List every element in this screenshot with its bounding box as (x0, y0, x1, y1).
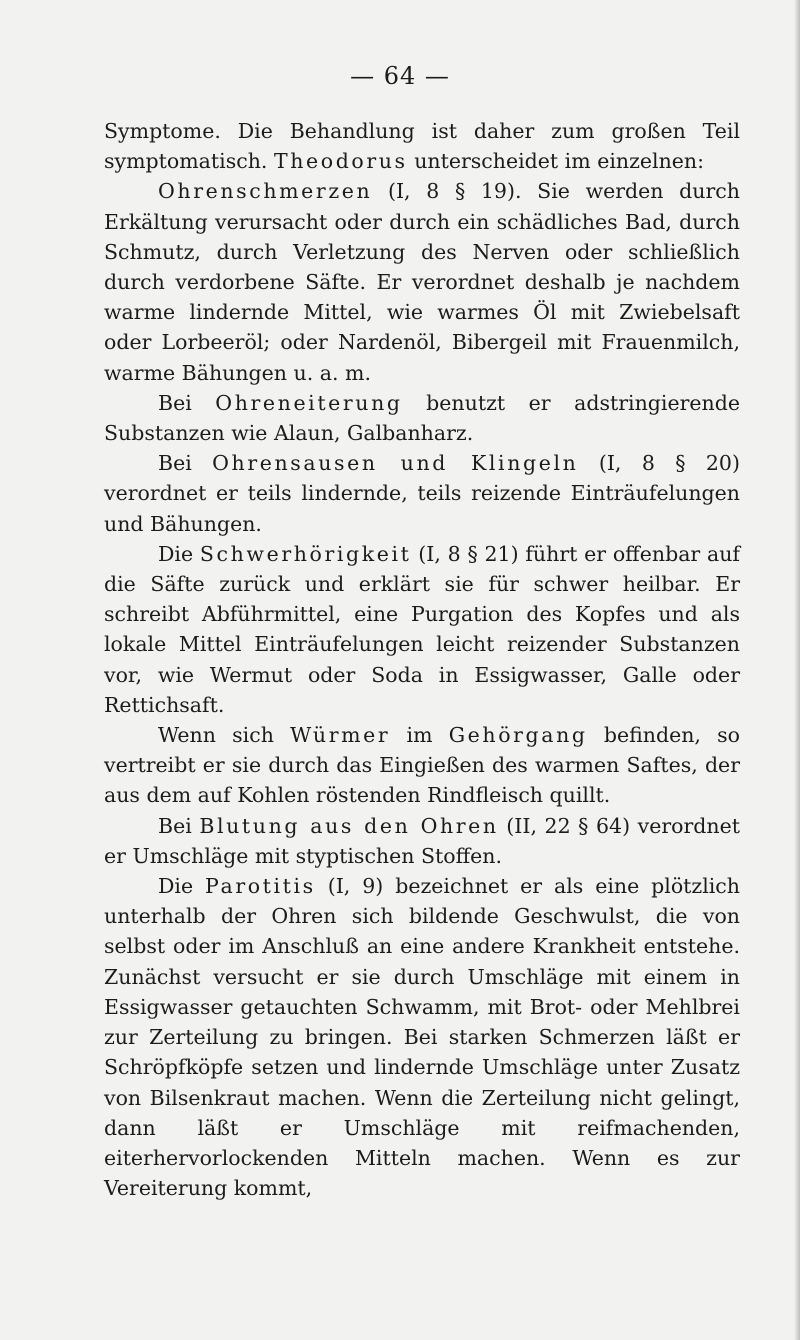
text-run: Die (158, 541, 200, 566)
paragraph-7 (104, 811, 740, 871)
spaced-term: Gehörgang (448, 723, 588, 748)
paragraph-1 (104, 116, 740, 176)
spaced-term: Schwerhörigkeit (199, 541, 412, 566)
text-run: (II, 22 § 64) verordnet er Umschläge mit styptischen Stoffen. (104, 813, 740, 868)
spaced-term: Parotitis (205, 874, 316, 899)
page-number: — 64 — (350, 62, 450, 90)
text-run: (I, 8 § 20) verordnet er teils lindernde, teils reizende Einträufelungen und Bähungen. (104, 451, 740, 536)
spaced-term: Ohrensausen und Klingeln (212, 451, 579, 476)
text-run: Bei (158, 451, 213, 476)
text-run: (I, 9) bezeichnet er als eine plötzlich unterhalb der Ohren sich bildende Geschwulst, die von selbst oder im Anschluß an eine andere Krankheit entstehe. Zunächst versucht er sie durch Umschläge mit einem in Essigwasser getauchten Schwamm, mit Brot- oder Mehlbrei zur Zerteilung zu bringen. Bei starken Schmerzen läßt er Schröpfköpfe setzen und lindernde Umschläge unter Zusatz von Bilsenkraut machen. Wenn die Zerteilung nicht gelingt, dann läßt er Umschläge mit reifmachenden, eiterhervorlockenden Mitteln machen. Wenn es zur Vereiterung kommt, (104, 874, 740, 1201)
spaced-term: Würmer (290, 723, 391, 748)
text-run: Bei (158, 390, 216, 415)
paragraph-3 (104, 388, 740, 448)
paragraph-4 (104, 448, 740, 539)
spaced-name: Theodorus (273, 149, 408, 174)
text-run: Wenn sich (158, 723, 291, 748)
body-text (104, 116, 740, 1203)
paragraph-6 (104, 720, 740, 811)
text-run: Symptome. Die Behandlung ist daher zum großen Teil symptomatisch. (104, 119, 740, 174)
spaced-term: Ohrenschmerzen (158, 179, 373, 204)
spaced-term: Blutung aus den Ohren (199, 813, 499, 838)
text-run: benutzt er adstringierende Substanzen wie Alaun, Galbanharz. (104, 390, 740, 446)
text-run: Bei (158, 813, 200, 838)
page-edge-shadow (794, 0, 800, 1340)
text-run: befinden, so vertreibt er sie durch das Eingießen des warmen Saftes, der aus dem auf Kohlen röstenden Rindfleisch quillt. (104, 723, 740, 808)
text-run: (I, 8 § 19). Sie werden durch Erkältung verursacht oder durch ein schädliches Bad, durch Schmutz, durch Verletzung des Nerven oder schließlich durch verdorbene Säfte. Er verordnet deshalb je nachdem warme lindernde Mittel, wie warmes Öl mit Zwiebelsaft oder Lorbeeröl; oder Nardenöl, Bibergeil mit Frauenmilch, warme Bähungen u. a. m. (104, 179, 740, 385)
text-run: (I, 8 § 21) führt er offenbar auf die Säfte zurück und erklärt sie für schwer heilbar. Er schreibt Abführmittel, eine Purgation des Kopfes und als lokale Mittel Einträufelungen leicht reizender Substanzen vor, wie Wermut oder Soda in Essigwasser, Galle oder Rettichsaft. (104, 541, 741, 717)
text-run: Die (158, 874, 206, 899)
paragraph-2 (104, 176, 740, 387)
spaced-term: Ohreneiterung (215, 390, 403, 415)
paragraph-5 (104, 539, 740, 720)
text-run: unterscheidet im einzelnen: (407, 149, 705, 174)
text-run: im (390, 723, 449, 748)
paragraph-8 (104, 871, 740, 1203)
